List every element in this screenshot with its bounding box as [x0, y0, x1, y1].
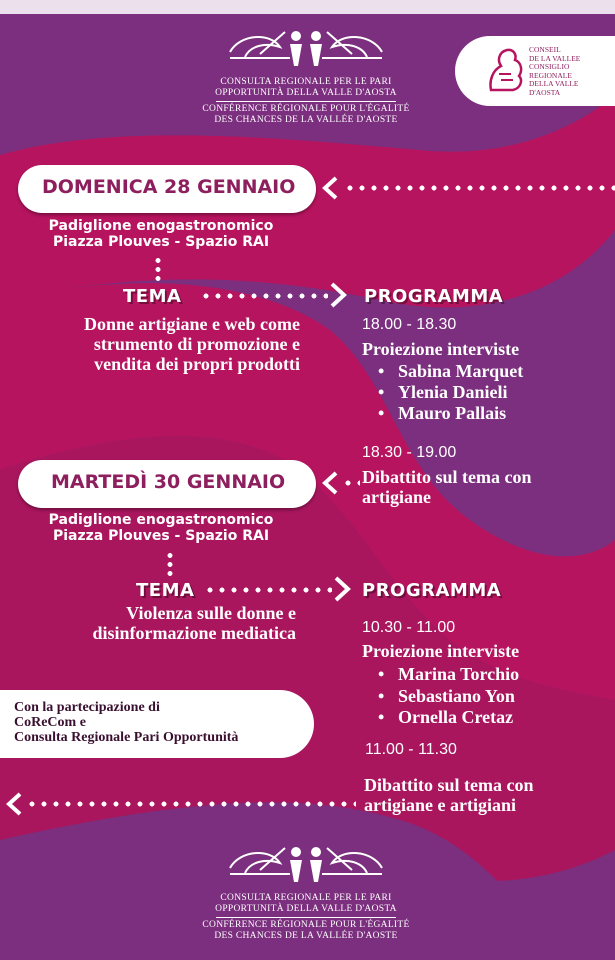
header-divider: [216, 101, 396, 102]
event1-slot2-line2: artigiane: [362, 487, 431, 507]
event1-tema-line1: Donne artigiane e web come: [84, 314, 300, 334]
event2-slot1-time: 10.30 - 11.00: [362, 619, 456, 636]
council-badge: [455, 36, 615, 106]
footer-divider: [216, 917, 396, 918]
footer-logo: [190, 838, 422, 948]
event2-tema-line1: Violenza sulle donne e: [126, 603, 296, 623]
event2-tema-line2: disinformazione mediatica: [92, 623, 296, 643]
event2-slot2-line2: artigiane e artigiani: [364, 795, 516, 815]
header-logo: [190, 22, 422, 125]
event1-chevron-right-icon: [328, 282, 348, 308]
org-name-it-1: CONSULTA REGIONALE PER LE PARI: [220, 77, 392, 87]
bottom-dotted-line: [26, 801, 356, 807]
participation-text: [14, 700, 238, 745]
event1-tema-dots: [200, 293, 328, 299]
org-name-it-2: OPPORTUNITÀ DELLA VALLE D'AOSTA: [215, 88, 397, 98]
footer-org-name-fr-1: CONFÉRENCE RÉGIONALE POUR L'ÉGALITÉ: [202, 920, 410, 930]
council-line-2: DE LA VALLEE: [529, 53, 581, 63]
event1-speaker-1: • Sabina Marquet: [398, 361, 523, 382]
event1-venue-line1: Padiglione enogastronomico: [48, 218, 274, 234]
event1-tema-text: [20, 314, 300, 374]
event1-speaker-3: • Mauro Pallais: [398, 403, 506, 424]
event2-slot1-title: Proiezione interviste: [362, 641, 520, 661]
org-name-fr-1: CONFÉRENCE RÉGIONALE POUR L'ÉGALITÉ: [202, 104, 410, 114]
event2-slot2-line1: Dibattito sul tema con: [364, 775, 534, 795]
footer-org-name-fr-2: DES CHANCES DE LA VALLÉE D'AOSTE: [214, 931, 398, 941]
event2-tema-text: [20, 603, 296, 643]
event2-speaker-2: • Sebastiano Yon: [398, 686, 515, 707]
event1-slot2-line1: Dibattito sul tema con: [362, 467, 532, 487]
bottom-chevron-left-icon: [4, 792, 24, 816]
footer-org-name-it-1: CONSULTA REGIONALE PER LE PARI: [220, 893, 392, 903]
council-line-5: DELLA VALLE: [529, 79, 579, 88]
event2-tema-heading: TEMA: [136, 580, 195, 601]
consulta-logo-footer-icon: [190, 838, 422, 888]
event2-venue-line2: Piazza Plouves - Spazio RAI: [52, 528, 270, 544]
event1-tema-line3: vendita dei propri prodotti: [94, 354, 300, 374]
consulta-logo-icon: [190, 22, 422, 72]
event1-tema-heading: TEMA: [123, 286, 182, 307]
event1-slot1-time: 18.00 - 18.30: [362, 316, 457, 333]
event2-tema-dots: [204, 587, 332, 593]
event2-chevron-left-icon: [320, 471, 340, 495]
event2-venue: [36, 512, 286, 544]
participation-line1: Con la partecipazione di: [14, 700, 160, 715]
participation-line3: Consulta Regionale Pari Opportunità: [14, 730, 239, 745]
event2-speaker-3: • Ornella Cretaz: [398, 707, 513, 728]
lion-emblem-icon: [483, 44, 527, 96]
council-line-6: D'AOSTA: [529, 87, 561, 97]
event2-date: MARTEDÌ 30 GENNAIO: [51, 471, 286, 493]
event1-programma-heading: PROGRAMMA: [364, 286, 504, 307]
event1-vertical-dots: [155, 256, 161, 283]
participation-line2: CoReCom e: [14, 715, 86, 730]
event1-venue: [36, 218, 286, 250]
event2-programma-heading: PROGRAMMA: [362, 580, 502, 601]
event2-slot2-text: [364, 775, 534, 815]
event1-tema-line2: strumento di promozione e: [93, 334, 300, 354]
event2-chevron-right-icon: [332, 576, 352, 602]
event2-speaker-1: • Marina Torchio: [398, 664, 519, 685]
org-name-fr-2: DES CHANCES DE LA VALLÉE D'AOSTE: [214, 115, 398, 125]
event1-venue-line2: Piazza Plouves - Spazio RAI: [52, 234, 270, 250]
footer-org-name-it-2: OPPORTUNITÀ DELLA VALLE D'AOSTA: [215, 904, 397, 914]
event1-date: DOMENICA 28 GENNAIO: [42, 176, 296, 198]
event1-chevron-left-icon: [320, 176, 340, 200]
council-line-1: CONSEIL: [529, 45, 561, 54]
event1-slot2-time: 18.30 - 19.00: [362, 444, 457, 461]
event1-speaker-2: • Ylenia Danieli: [398, 382, 508, 403]
event1-slot1-title: Proiezione interviste: [362, 339, 520, 359]
event1-dotted-line: [344, 185, 615, 191]
event2-venue-line1: Padiglione enogastronomico: [48, 512, 274, 528]
event1-slot2-text: [362, 467, 532, 507]
council-badge-text: [529, 46, 580, 97]
event2-dotted-connector: [342, 480, 360, 486]
event2-vertical-dots: [167, 551, 173, 576]
event2-slot2-time: 11.00 - 11.30: [365, 741, 457, 758]
council-line-4: REGIONALE: [529, 70, 572, 80]
council-line-3: CONSIGLIO: [529, 62, 570, 71]
